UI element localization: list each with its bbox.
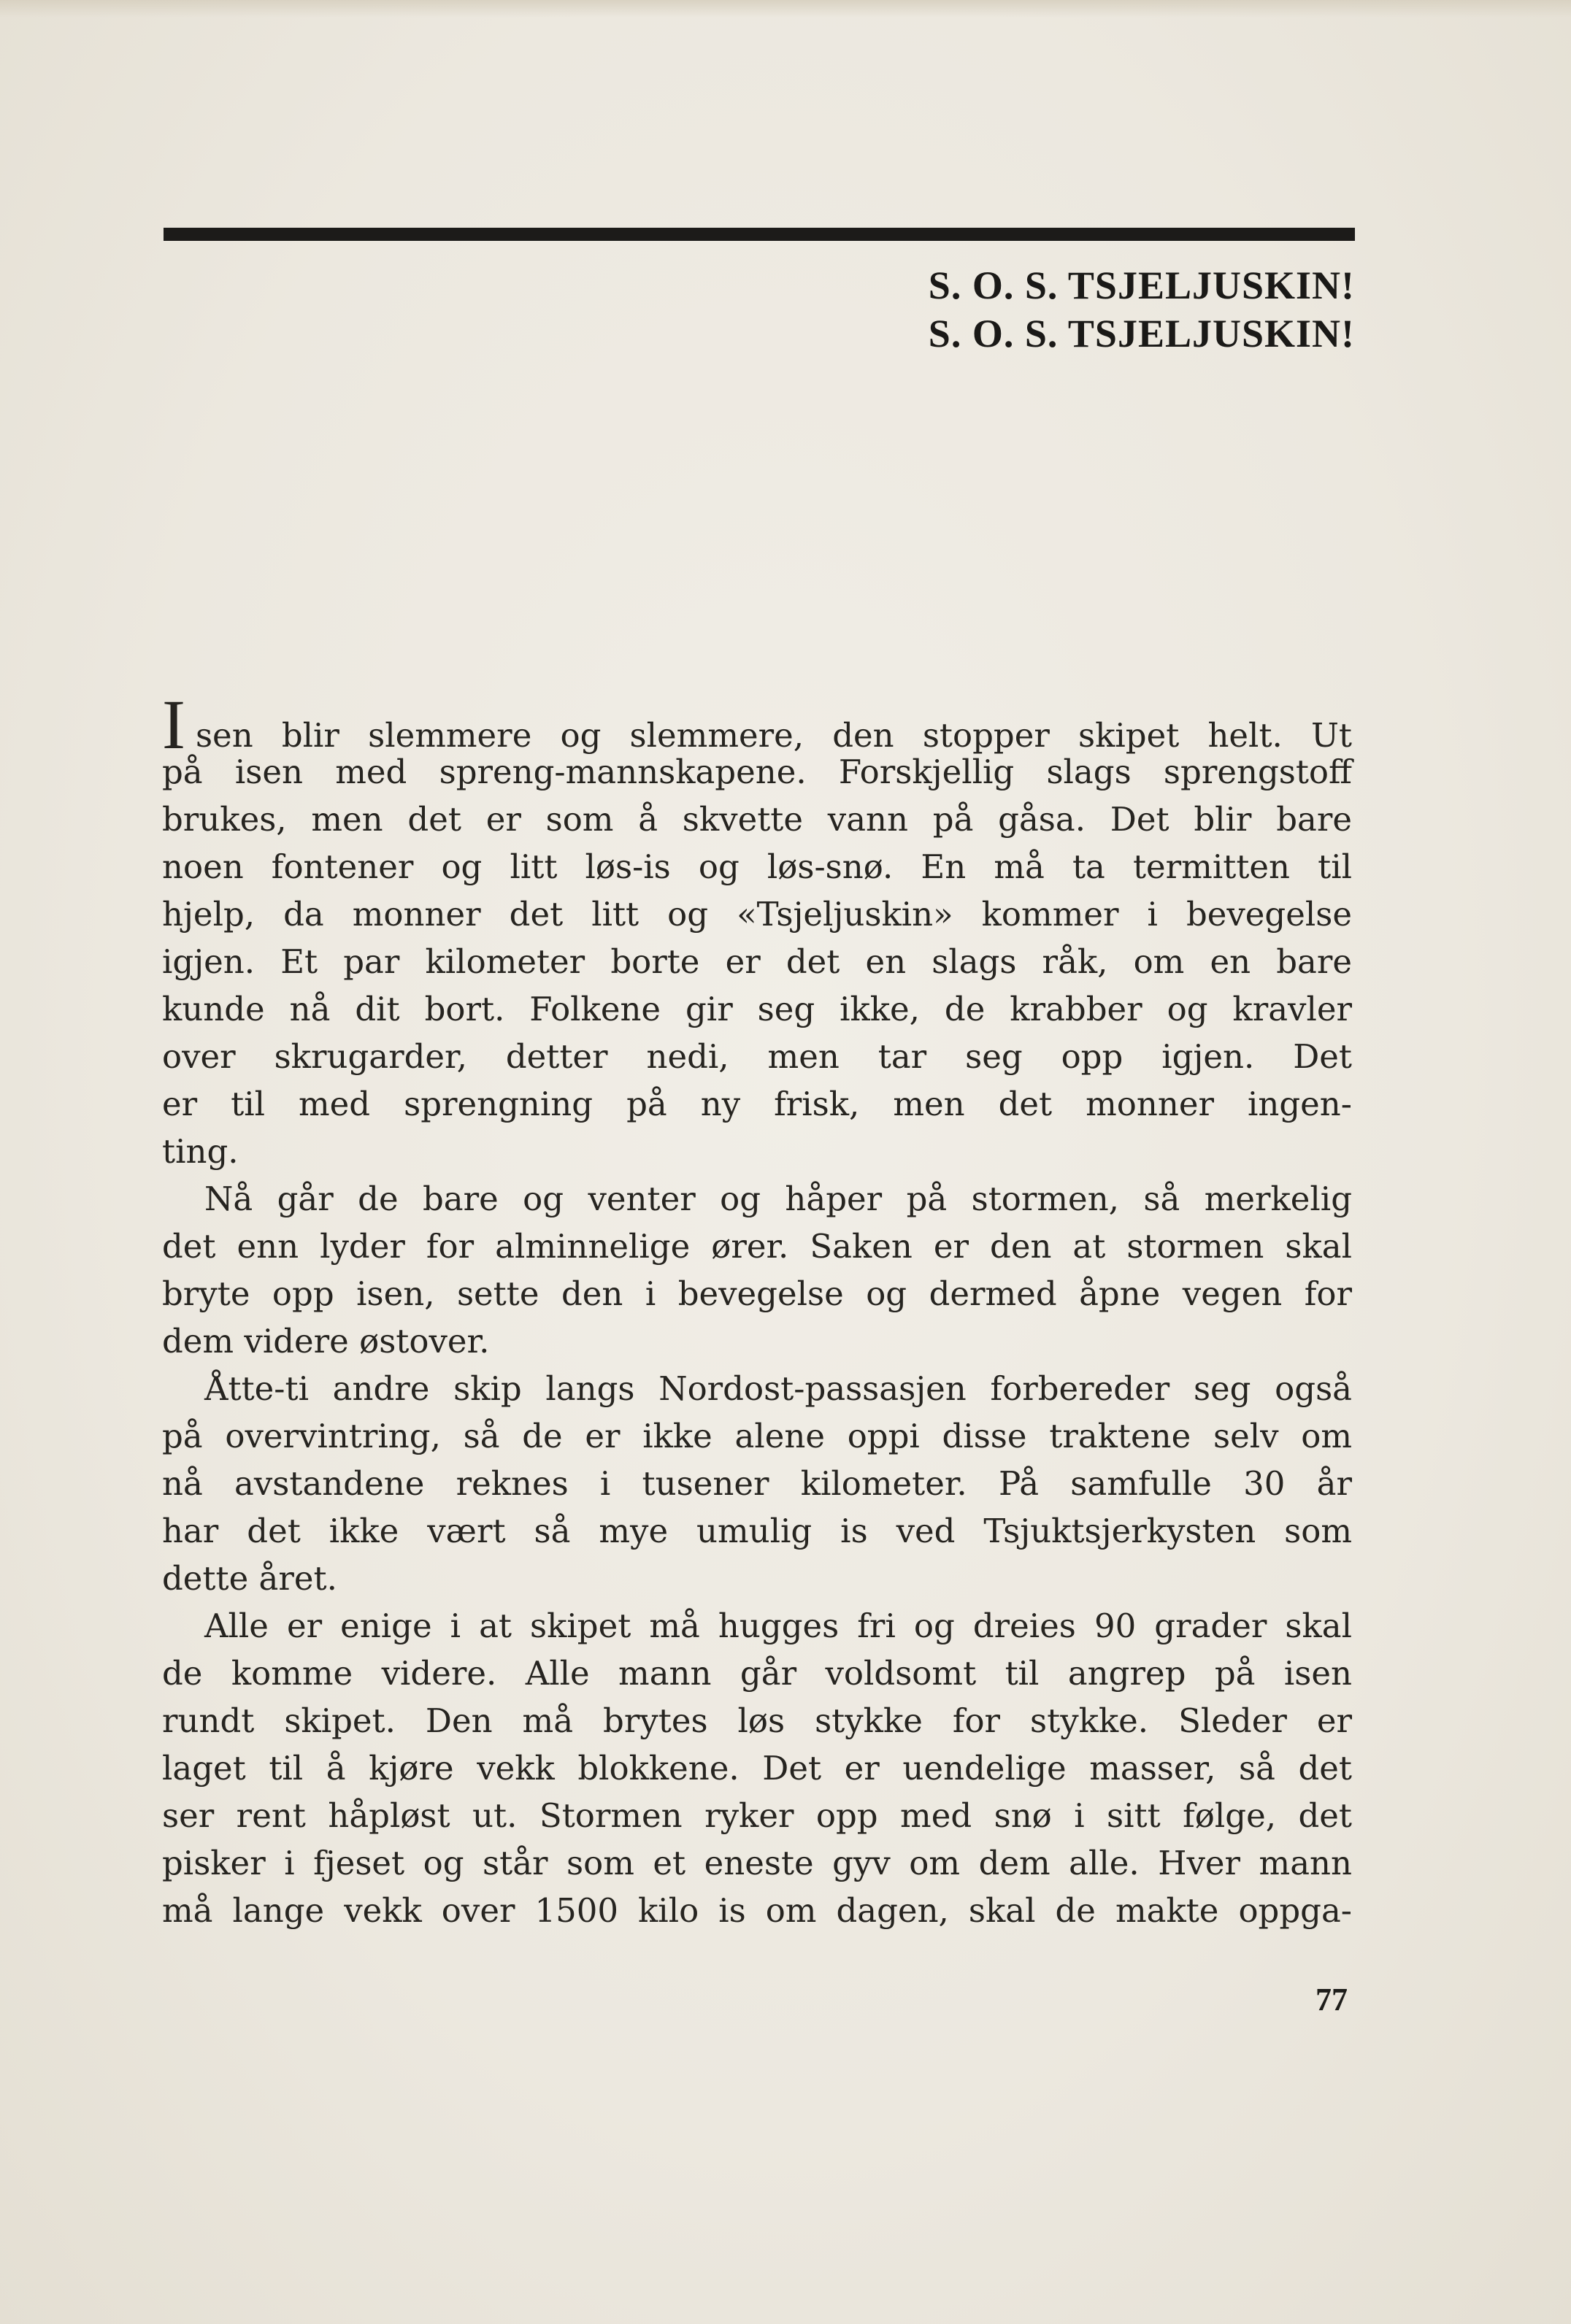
text-line: bryte opp isen, sette den i bevegelse og dermed åpne vegen for [162,1274,1352,1313]
body-text [162,685,1352,1934]
text-line: dette året. [162,1559,337,1598]
chapter-title-line-1: S. O. S. TSJELJUSKIN! [928,263,1355,307]
text-line: på overvintring, så de er ikke alene oppi disse traktene selv om [162,1417,1352,1455]
text-line: er til med sprengning på ny frisk, men det monner ingen- [162,1085,1352,1123]
text-line: rundt skipet. Den må brytes løs stykke for stykke. Sleder er [162,1701,1352,1740]
text-line: nå avstandene reknes i tusener kilometer. På samfulle 30 år [162,1464,1352,1503]
text-line-content: sen blir slemmere og slemmere, den stopper skipet helt. Ut [195,716,1352,755]
text-line: brukes, men det er som å skvette vann på gåsa. Det blir bare [162,800,1352,839]
page-number: 77 [1315,1982,1348,2017]
chapter-title-line-2: S. O. S. TSJELJUSKIN! [928,312,1355,355]
page-top-edge [0,0,1571,18]
text-line: på isen med spreng-mannskapene. Forskjellig slags sprengstoff [162,753,1352,791]
text-line: noen fontener og litt løs-is og løs-snø. En må ta termitten til [162,847,1352,886]
text-line: Nå går de bare og venter og håper på stormen, så merkelig [204,1180,1352,1218]
text-line: de komme videre. Alle mann går voldsomt til angrep på isen [162,1654,1352,1693]
text-line: kunde nå dit bort. Folkene gir seg ikke, de krabber og kravler [162,990,1352,1028]
text-line: igjen. Et par kilometer borte er det en slags råk, om en bare [162,942,1352,981]
text-line: over skrugarder, detter nedi, men tar seg opp igjen. Det [162,1037,1352,1076]
drop-cap: I [162,685,185,763]
header-rule [164,228,1355,241]
text-line: pisker i fjeset og står som et eneste gyv om dem alle. Hver mann [162,1844,1352,1882]
text-line: ser rent håpløst ut. Stormen ryker opp med snø i sitt følge, det [162,1796,1352,1835]
text-line: det enn lyder for alminnelige ører. Saken er den at stormen skal [162,1227,1352,1266]
text-line: hjelp, da monner det litt og «Tsjeljuskin» kommer i bevegelse [162,895,1352,934]
chapter-heading [929,261,1355,358]
text-line: dem videre østover. [162,1322,490,1361]
text-line: Åtte-ti andre skip langs Nordost-passasjen forbereder seg også [204,1369,1352,1408]
text-line: må lange vekk over 1500 kilo is om dagen, skal de makte oppga- [162,1891,1352,1930]
text-line: har det ikke vært så mye umulig is ved Tsjuktsjerkysten som [162,1512,1352,1550]
text-line: laget til å kjøre vekk blokkene. Det er uendelige masser, så det [162,1749,1352,1788]
text-line [162,685,1352,763]
text-line: Alle er enige i at skipet må hugges fri og dreies 90 grader skal [204,1607,1352,1645]
text-line: ting. [162,1132,239,1171]
